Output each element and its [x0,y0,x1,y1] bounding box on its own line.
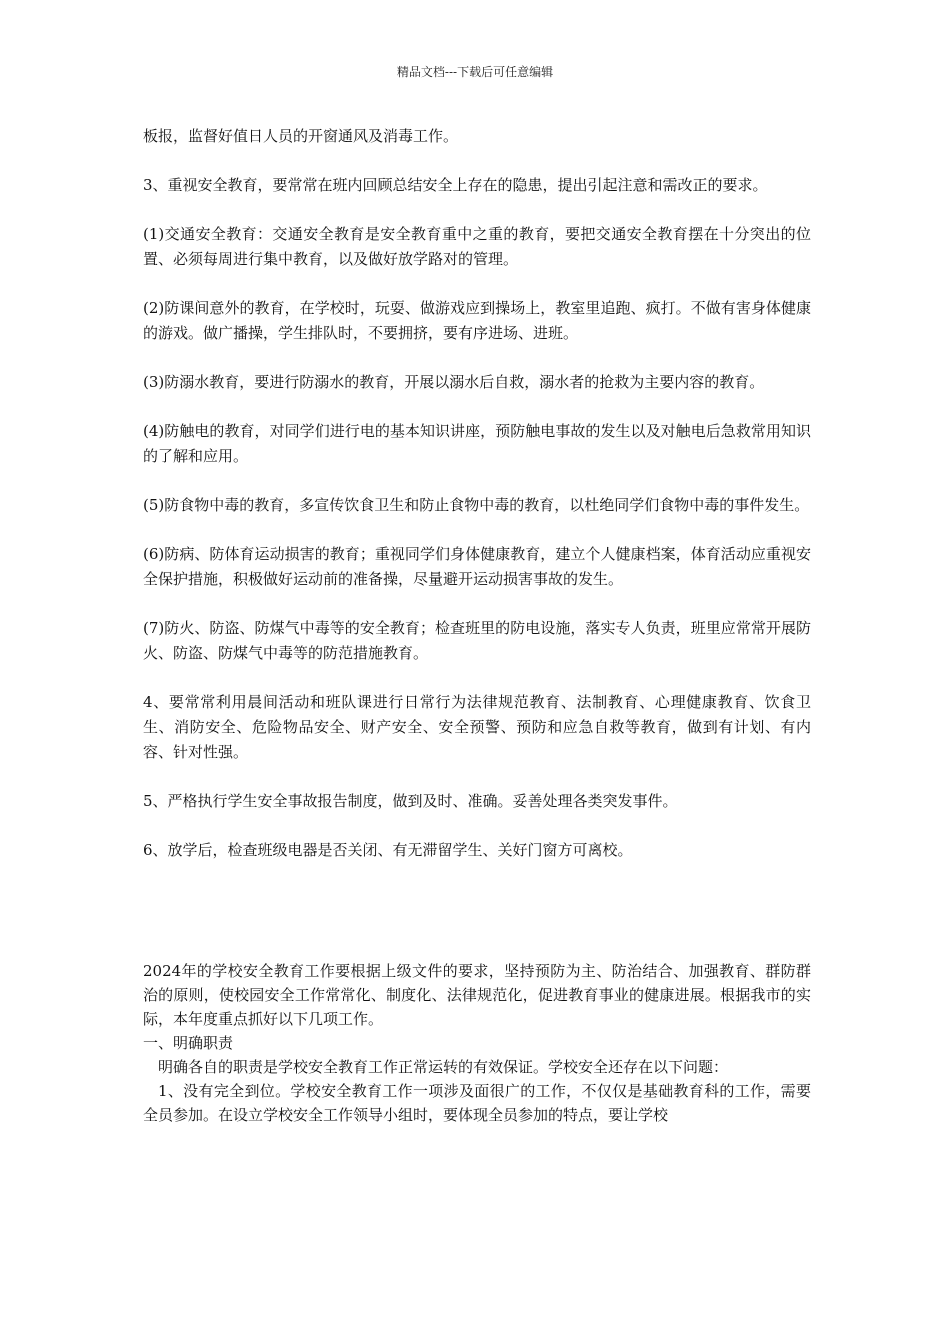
intro-paragraph: 2024年的学校安全教育工作要根据上级文件的要求，坚持预防为主、防治结合、加强教育、群防群治的原则，使校园安全工作常常化、制度化、法律规范化，促进教育事业的健康进展。根据我市的实际，本年度重点抓好以下几项工作。 [143,962,811,1028]
section-heading: 一、明确职责 [143,1034,234,1052]
paragraph: 1、没有完全到位。学校安全教育工作一项涉及面很广的工作，不仅仅是基础教育科的工作，需要全员参加。在设立学校安全工作领导小组时，要体现全员参加的特点，要让学校 [143,1082,811,1124]
page-header: 精品文档---下载后可任意编辑 [396,65,554,79]
paragraph: 明确各自的职责是学校安全教育工作正常运转的有效保证。学校安全还存在以下问题： [158,1058,729,1076]
paragraph: (4)防触电的教育，对同学们进行电的基本知识讲座，预防触电事故的发生以及对触电后急救常用知识的了解和应用。 [143,422,811,465]
paragraph: (3)防溺水教育，要进行防溺水的教育，开展以溺水后自救，溺水者的抢救为主要内容的教育。 [143,373,765,391]
paragraph: 5、严格执行学生安全事故报告制度，做到及时、准确。妥善处理各类突发事件。 [143,792,678,810]
paragraph: (1)交通安全教育：交通安全教育是安全教育重中之重的教育，要把交通安全教育摆在十分突出的位置、必须每周进行集中教育，以及做好放学路对的管理。 [143,225,811,268]
document-body [143,124,811,1127]
section-spacer [143,887,811,959]
paragraph: (6)防病、防体育运动损害的教育；重视同学们身体健康教育，建立个人健康档案，体育活动应重视安全保护措施，积极做好运动前的准备操，尽量避开运动损害事故的发生。 [143,545,811,588]
paragraph: 3、重视安全教育，要常常在班内回顾总结安全上存在的隐患，提出引起注意和需改正的要求。 [143,176,768,194]
paragraph: 6、放学后，检查班级电器是否关闭、有无滞留学生、关好门窗方可离校。 [143,841,633,859]
paragraph: (5)防食物中毒的教育，多宣传饮食卫生和防止食物中毒的教育，以杜绝同学们食物中毒的事件发生。 [143,496,810,514]
paragraph: 4、要常常利用晨间活动和班队课进行日常行为法律规范教育、法制教育、心理健康教育、饮食卫生、消防安全、危险物品安全、财产安全、安全预警、预防和应急自救等教育，做到有计划、有内容、针对性强。 [143,693,811,761]
paragraph: (7)防火、防盗、防煤气中毒等的安全教育；检查班里的防电设施，落实专人负责，班里应常常开展防火、防盗、防煤气中毒等的防范措施教育。 [143,619,811,662]
paragraph: (2)防课间意外的教育，在学校时，玩耍、做游戏应到操场上，教室里追跑、疯打。不做有害身体健康的游戏。做广播操，学生排队时，不要拥挤，要有序进场、进班。 [143,299,811,342]
paragraph: 板报，监督好值日人员的开窗通风及消毒工作。 [143,127,459,145]
